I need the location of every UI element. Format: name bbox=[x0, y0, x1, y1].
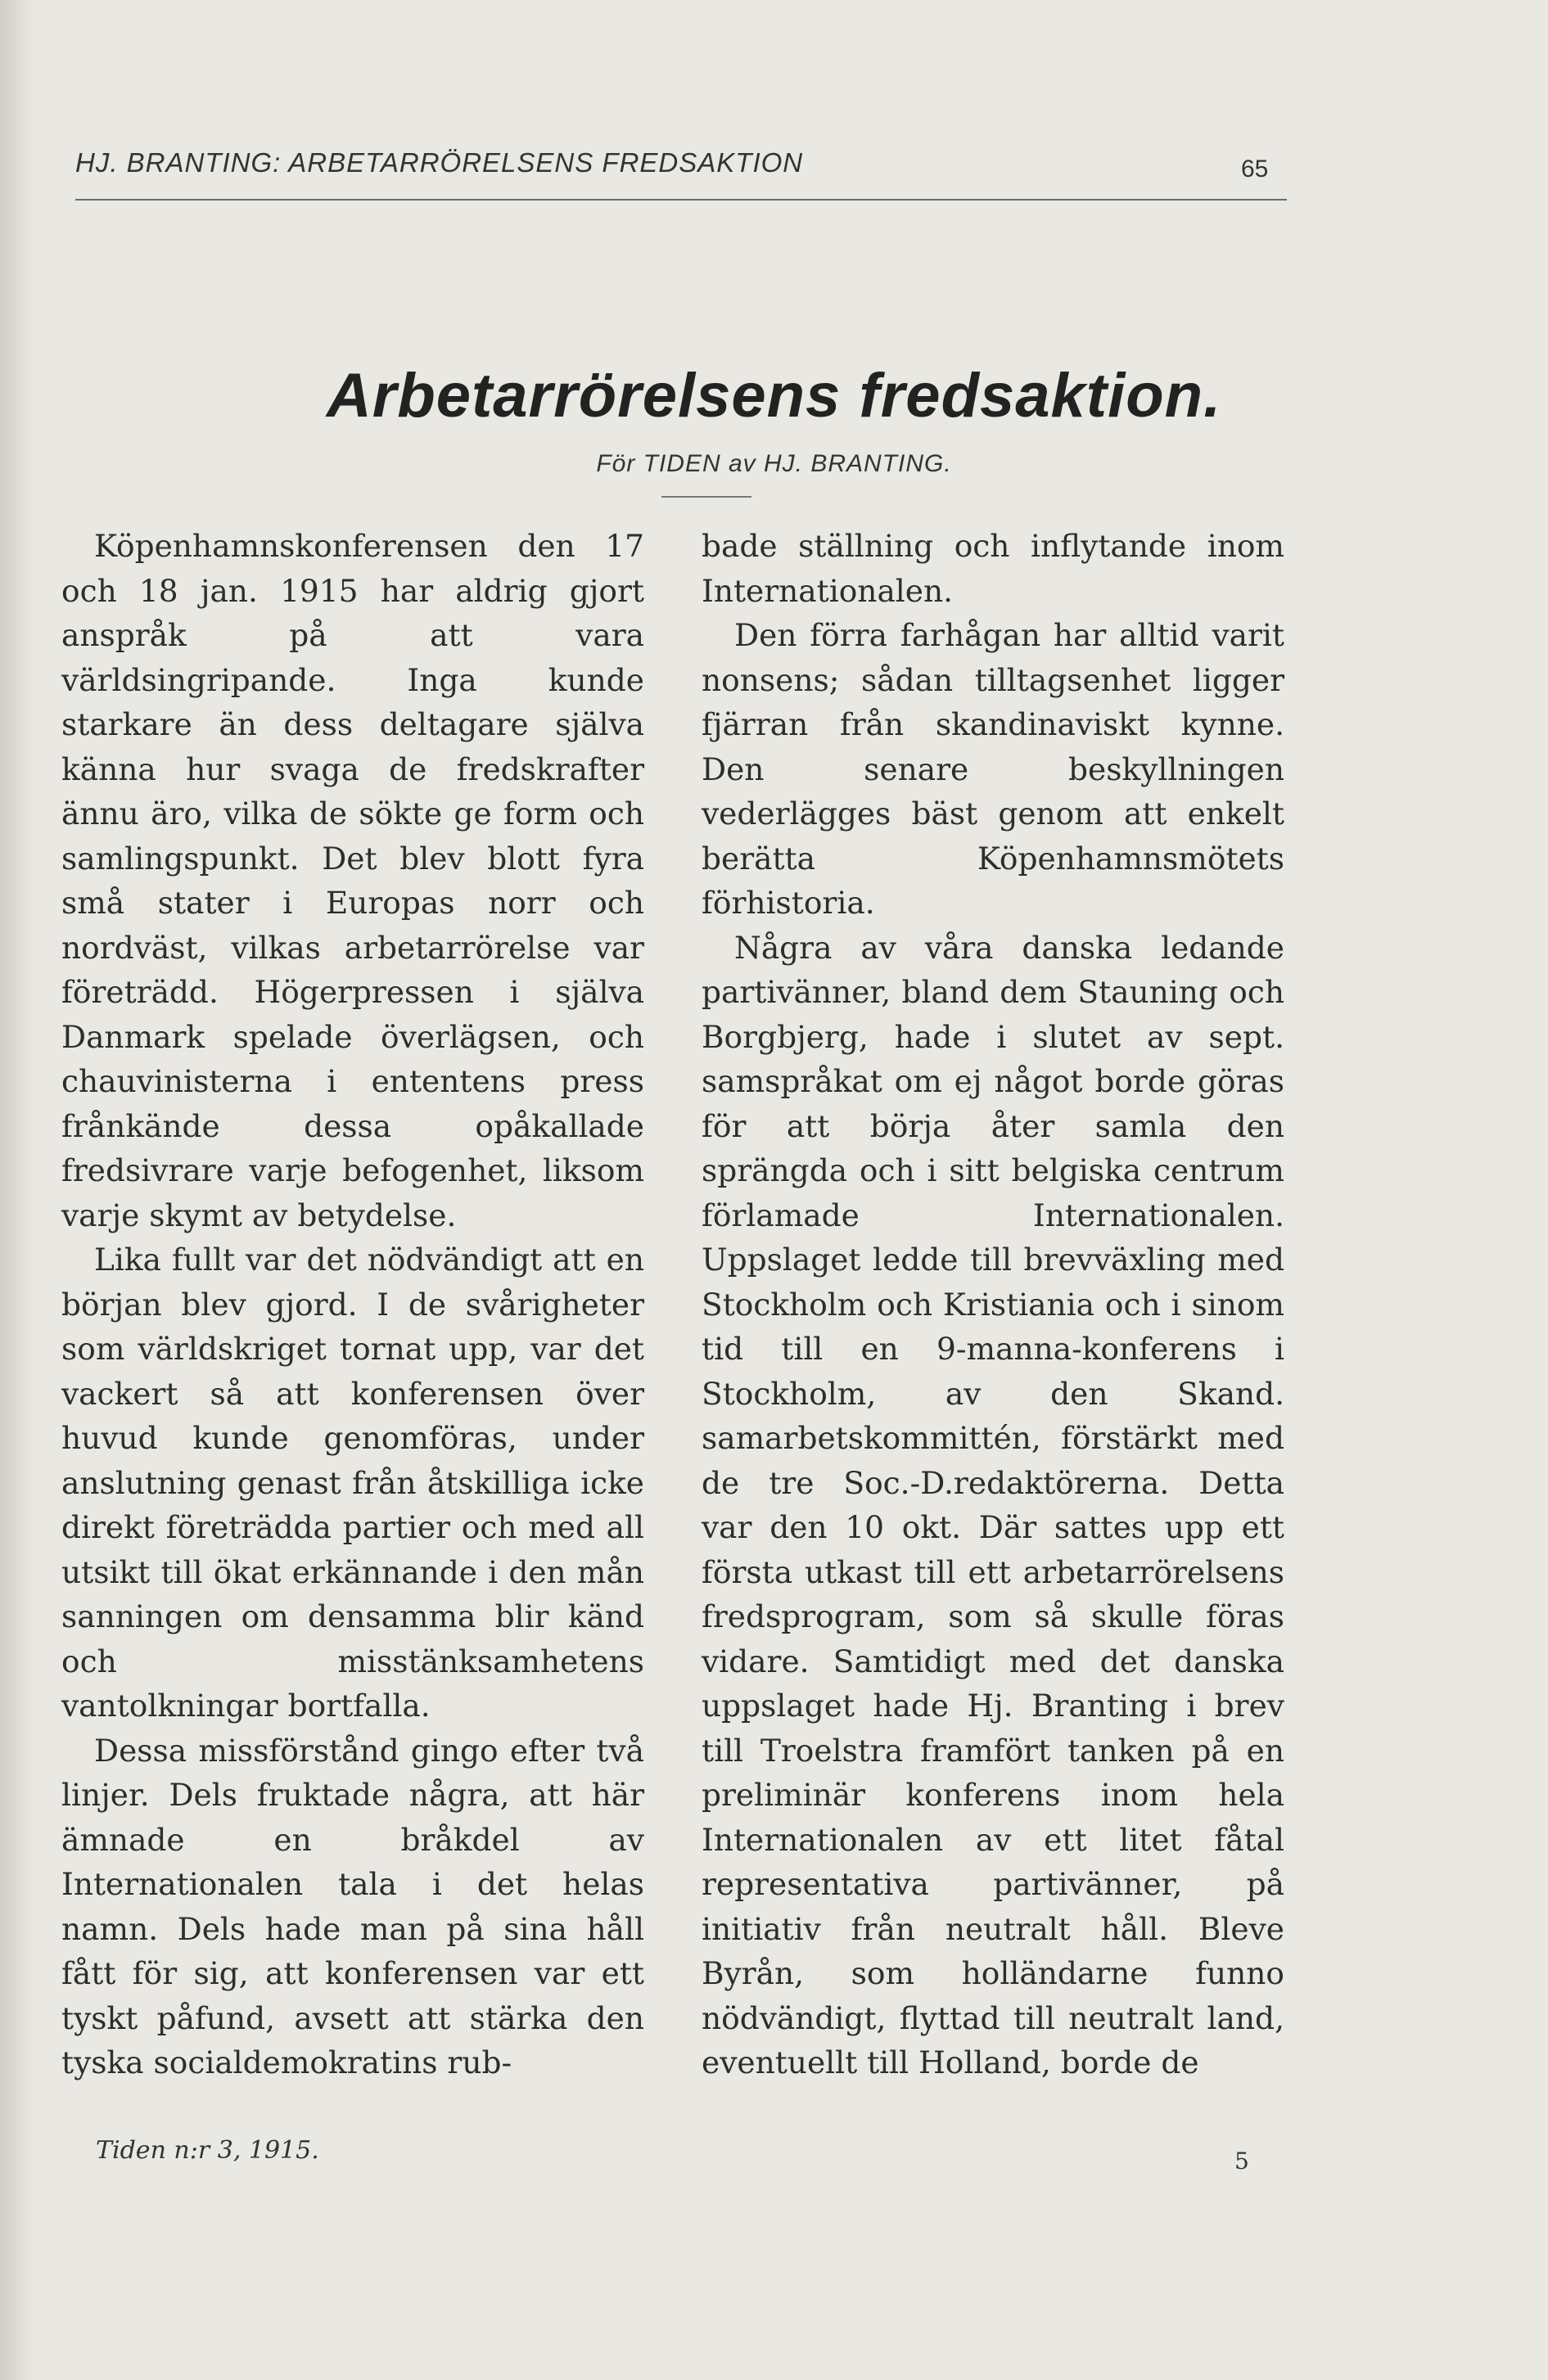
page-edge-shadow bbox=[0, 0, 33, 2380]
header-rule bbox=[75, 199, 1287, 201]
paragraph: Lika fullt var det nödvändigt att en början blev gjord. I de svårigheter som världskriget tornat upp, var det vackert så att konferensen över huvud kunde genomföras, under anslutning genast från åtskilliga icke direkt företrädda partier och med all utsikt till ökat erkännande i den mån sanningen om densamma blir känd och misstänksamhetens vantolkningar bortfalla. bbox=[61, 1242, 644, 1724]
issue-footer: Tiden n:r 3, 1915. bbox=[96, 2136, 319, 2165]
article-byline: För TIDEN av HJ. BRANTING. bbox=[596, 450, 952, 477]
paragraph: Köpenhamnskonferensen den 17 och 18 jan. 1915 har aldrig gjort anspråk på att vara världsingripande. Inga kunde starkare än dess deltagare själva känna hur svaga de fredskrafter ännu äro, vilka de sökte ge form och samlingspunkt. Det blev blott fyra små stater i Europas norr och nordväst, vilkas arbetarrörelse var företrädd. Högerpressen i själva Danmark spelade överlägsen, och chauvinisterna i ententens press frånkände dessa opåkallade fredsivrare varje befogenhet, liksom varje skymt av betydelse. bbox=[61, 528, 644, 1233]
running-head: HJ. BRANTING: ARBETARRÖRELSENS FREDSAKTION bbox=[75, 147, 804, 178]
page-number: 65 bbox=[1241, 156, 1269, 183]
right-column bbox=[702, 524, 1284, 2085]
article-title: Arbetarrörelsens fredsaktion. bbox=[326, 361, 1222, 430]
paragraph: Dessa missförstånd gingo efter två linjer. Dels fruktade några, att här ämnade en bråkdel av Internationalen tala i det helas namn. Dels hade man på sina håll fått för sig, att konferensen var ett tyskt påfund, avsett att stärka den tyska socialdemokratins rub- bbox=[61, 1732, 644, 2080]
signature-mark: 5 bbox=[1234, 2148, 1249, 2175]
paragraph-continuation: bade ställning och inflytande inom Internationalen. bbox=[702, 528, 1284, 609]
paragraph: Några av våra danska ledande partivänner, bland dem Stauning och Borgbjerg, hade i slutet av sept. samspråkat om ej något borde göras för att börja åter samla den sprängda och i sitt belgiska centrum förlamade Internationalen. Uppslaget ledde till brevväxling med Stockholm och Kristiania och i sinom tid till en 9-manna-konferens i Stockholm, av den Skand. samarbetskommittén, förstärkt med de tre Soc.-D.redaktörerna. Detta var den 10 okt. Där sattes upp ett första utkast till ett arbetarrörelsens fredsprogram, som så skulle föras vidare. Samtidigt med det danska uppslaget hade Hj. Branting i brev till Troelstra framfört tanken på en preliminär konferens inom hela Internationalen av ett litet fåtal representativa partivänner, på initiativ från neutralt håll. Bleve Byrån, som holländarne funno nödvändigt, flyttad till neutralt land, eventuellt till Holland, borde de bbox=[702, 929, 1284, 2080]
paragraph: Den förra farhågan har alltid varit nonsens; sådan tilltagsenhet ligger fjärran från skandinaviskt kynne. Den senare beskyllningen vederlägges bäst genom att enkelt berätta Köpenhamnsmötets förhistoria. bbox=[702, 617, 1284, 921]
left-column bbox=[61, 524, 644, 2085]
title-rule bbox=[661, 496, 751, 498]
